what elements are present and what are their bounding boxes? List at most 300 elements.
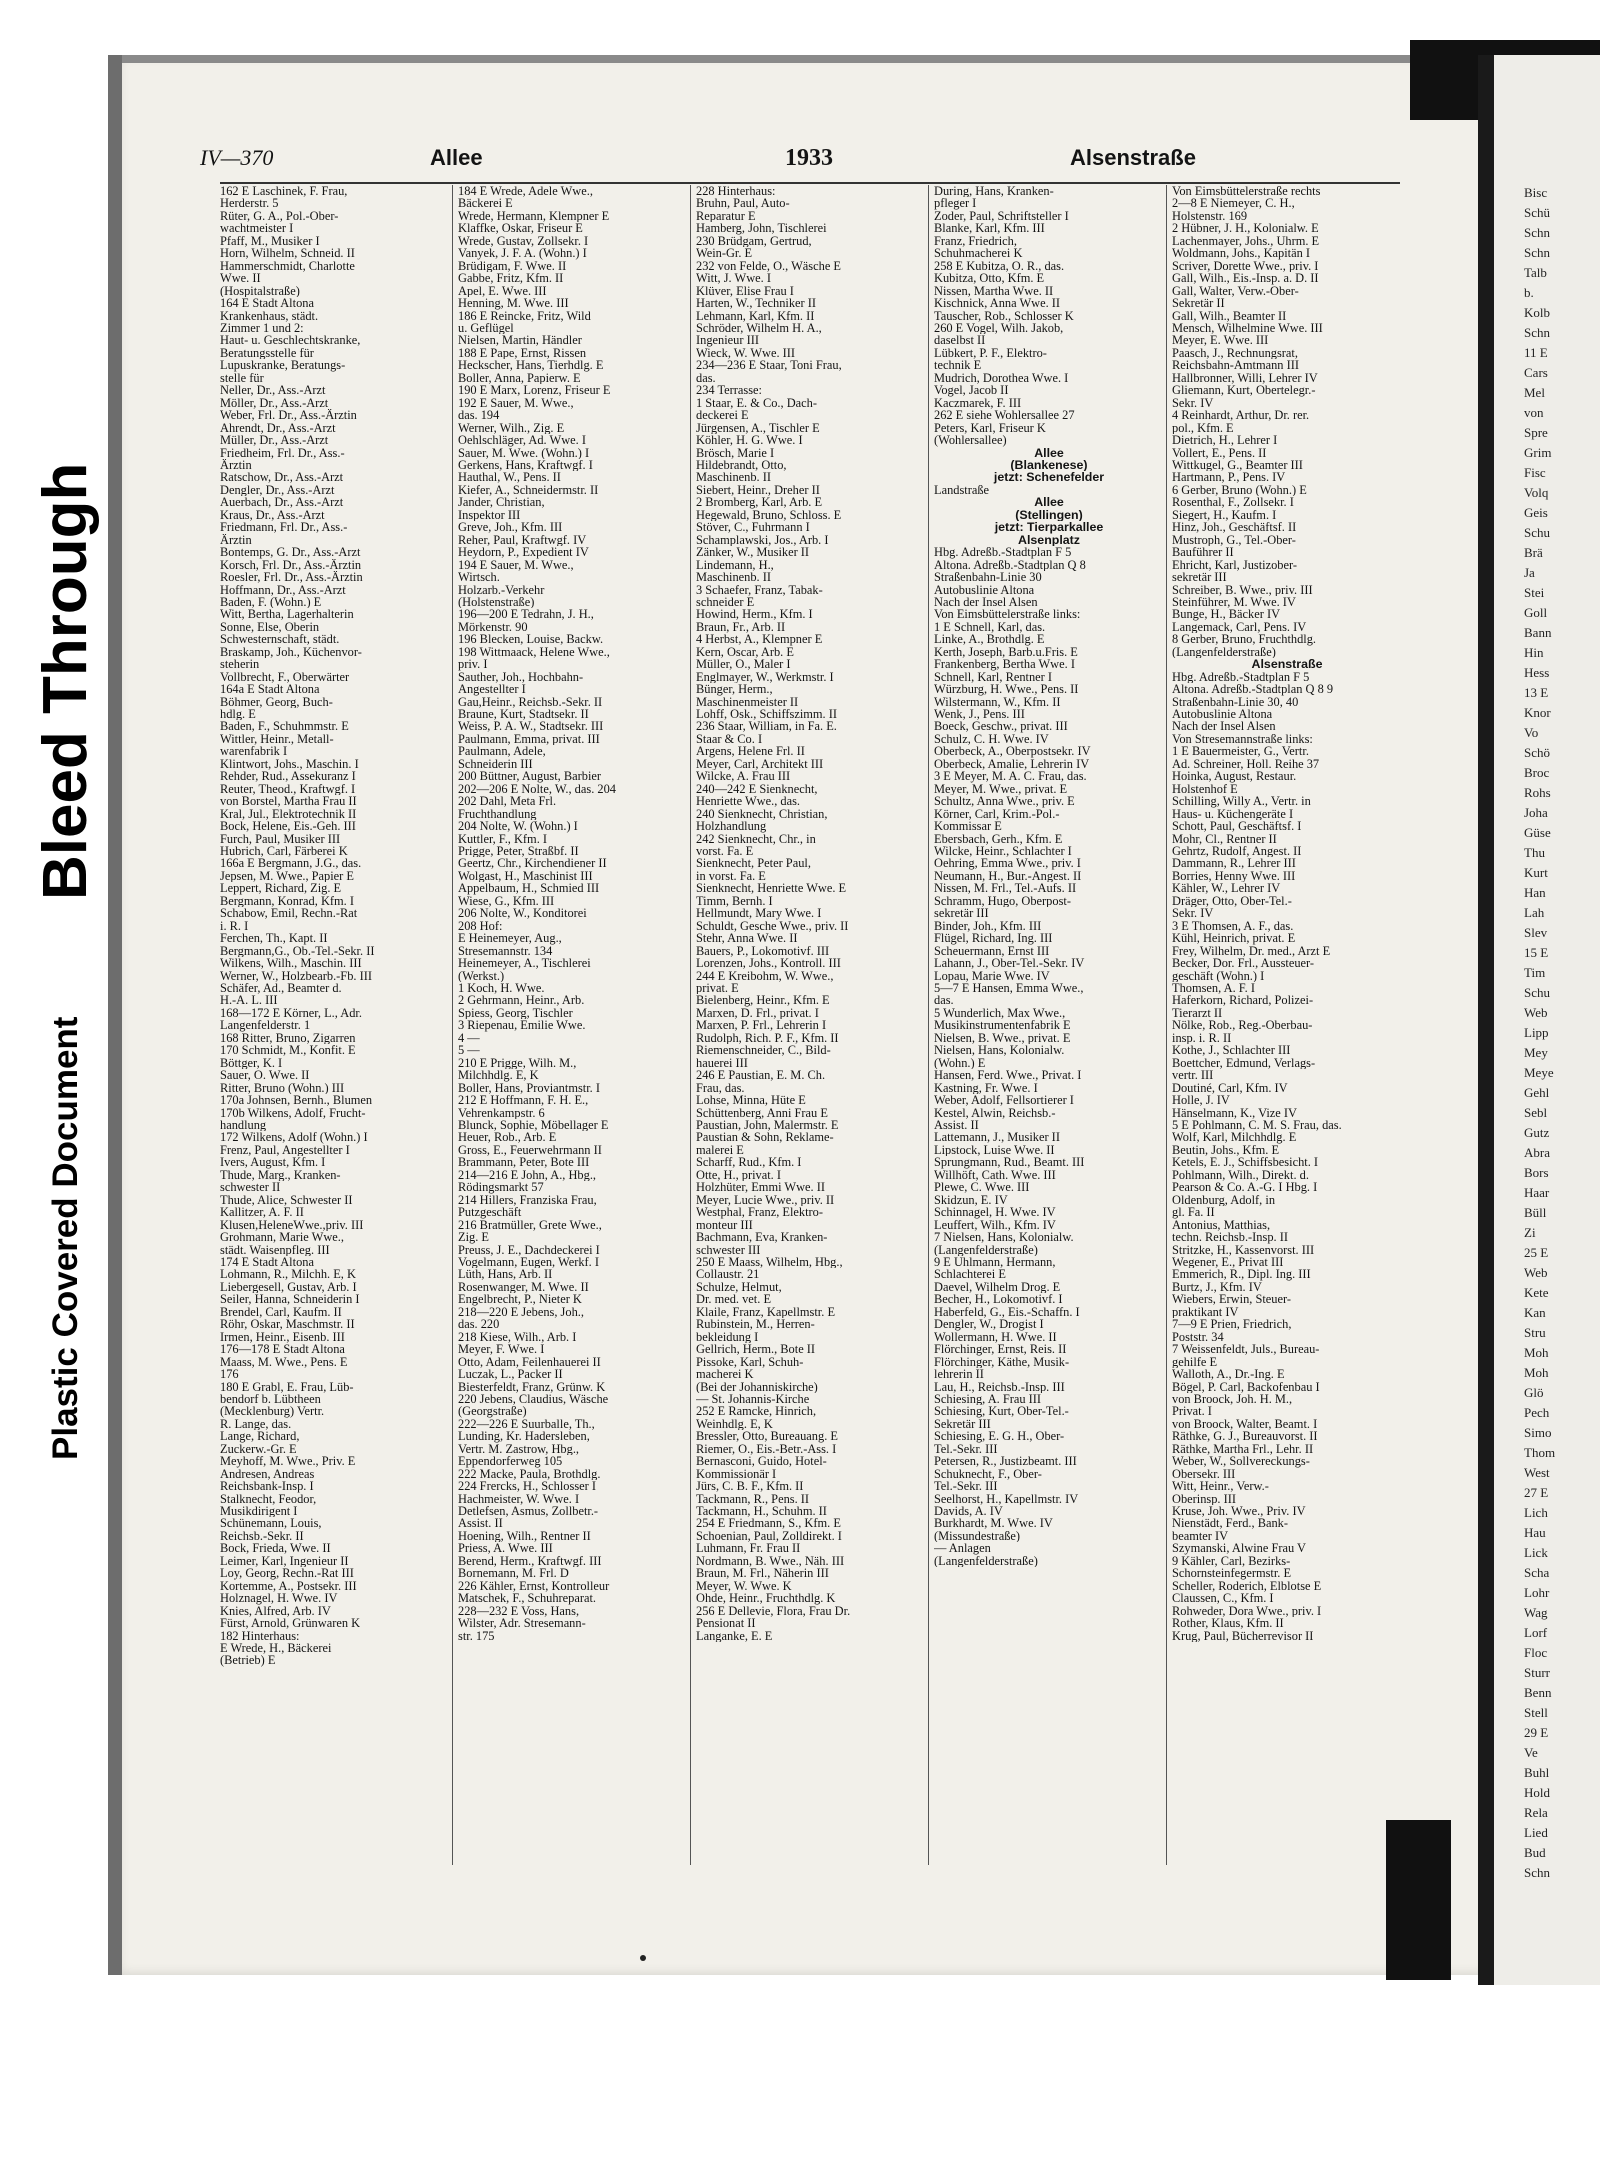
directory-entry: Möller, Dr., Ass.-Arzt — [220, 396, 329, 410]
directory-entry: Stöver, C., Fuhrmann I — [696, 521, 810, 534]
directory-entry: 5 Wunderlich, Max Wwe., — [934, 1006, 1066, 1020]
directory-entry: Beutin, Johs., Kfm. E — [1172, 1143, 1280, 1157]
directory-entry: bekleidung I — [696, 1330, 759, 1344]
directory-entry: 228 Hinterhaus: — [696, 185, 776, 198]
facing-page-fragment: Grim — [1524, 445, 1552, 460]
facing-page-fragment: Kan — [1524, 1305, 1546, 1320]
directory-entry: das. 194 — [458, 409, 500, 422]
directory-entry: Bögel, P. Carl, Backofenbau I — [1172, 1380, 1320, 1393]
directory-entry: Braun, Fr., Arb. II — [696, 620, 786, 634]
facing-page-fragment: Moh — [1524, 1345, 1549, 1360]
directory-entry: 202—206 E Nolte, W., das. 204 — [458, 782, 616, 796]
directory-entry: Luczak, L., Packer II — [458, 1368, 563, 1381]
directory-entry: Rudolph, Rich. P. F., Kfm. II — [696, 1031, 839, 1045]
directory-entry: Autobuslinie Altona — [1172, 708, 1273, 721]
directory-entry: Zänker, W., Musiker II — [696, 546, 810, 559]
directory-entry: 192 E Sauer, M. Wwe., — [458, 396, 574, 410]
directory-entry: schwester III — [696, 1243, 761, 1256]
directory-column-4 — [934, 185, 1164, 1567]
directory-entry: Jürgensen, A., Tischler E — [696, 421, 820, 435]
directory-entry: pol., Kfm. E — [1172, 421, 1234, 435]
directory-entry: Scharff, Rud., Kfm. I — [696, 1156, 802, 1169]
directory-entry: Mustroph, G., Tel.-Ober- — [1172, 533, 1296, 547]
directory-entry: Hbg. Adreßb.-Stadtplan F 5 — [1172, 670, 1310, 684]
directory-entry: Hachmeister, W. Wwe. I — [458, 1492, 580, 1506]
directory-entry: (Stellingen) — [1015, 508, 1083, 522]
directory-entry: 230 Brüdgam, Gertrud, — [696, 234, 812, 248]
directory-entry: Schultz, Anna Wwe., priv. E — [934, 795, 1075, 808]
facing-page-fragment: Abra — [1524, 1145, 1550, 1160]
directory-entry: Geertz, Chr., Kirchendiener II — [458, 857, 607, 870]
directory-entry: Henriette Wwe., das. — [696, 795, 801, 808]
facing-page-fragment: Kolb — [1524, 305, 1550, 320]
directory-entry: Staar & Co. I — [696, 732, 763, 746]
directory-entry: Sonne, Else, Oberin — [220, 620, 320, 634]
directory-entry: Jepsen, M. Wwe., Papier E — [220, 869, 354, 883]
directory-entry: Bernasconi, Guido, Hotel- — [696, 1455, 827, 1468]
facing-page-edge — [1494, 55, 1600, 1985]
directory-entry: 5—7 E Hansen, Emma Wwe., — [934, 982, 1084, 995]
directory-entry: 222 Macke, Paula, Brothdlg. — [458, 1467, 601, 1481]
header-year: 1933 — [785, 145, 833, 171]
directory-entry: von Broock, Walter, Beamt. I — [1172, 1417, 1318, 1431]
directory-entry: Hildebrandt, Otto, — [696, 458, 787, 472]
directory-entry: Timm, Bernh. I — [696, 894, 773, 908]
directory-entry: 236 Staar, William, in Fa. E. — [696, 720, 837, 733]
directory-entry: Wein-Gr. E — [696, 247, 753, 260]
directory-entry: Sauer, M. Wwe. (Wohn.) I — [458, 446, 590, 459]
directory-entry: (Langenfelderstraße) — [934, 1554, 1038, 1568]
directory-entry: Ärztin — [220, 458, 252, 472]
directory-entry: Thude, Alice, Schwester II — [220, 1193, 353, 1207]
facing-page-fragment: Stei — [1524, 585, 1545, 600]
facing-page-fragment: Lick — [1524, 1545, 1548, 1560]
directory-entry: Walloth, A., Dr.-Ing. E — [1172, 1368, 1285, 1381]
facing-page-fragment: Broc — [1524, 765, 1550, 780]
directory-entry: Lattemann, J., Musiker II — [934, 1131, 1060, 1144]
directory-entry: 2 Gehrmann, Heinr., Arb. — [458, 994, 585, 1007]
directory-entry: (Langenfelderstraße) — [1172, 645, 1276, 659]
directory-entry: priv. I — [458, 658, 488, 671]
directory-entry: Scheller, Roderich, Elblotse E — [1172, 1579, 1322, 1593]
directory-entry: Lübkert, P. F., Elektro- — [934, 346, 1047, 360]
directory-entry: 240 Sienknecht, Christian, — [696, 807, 828, 821]
directory-entry: 216 Bratmüller, Grete Wwe., — [458, 1218, 602, 1232]
directory-entry: Lehmann, Karl, Kfm. II — [696, 309, 815, 322]
directory-entry: Wilkens, Wilh., Maschin. III — [220, 957, 362, 970]
directory-entry: Lohff, Osk., Schiffszimm. II — [696, 708, 837, 721]
facing-page-fragment: Bann — [1524, 625, 1552, 640]
directory-entry: Köhler, H. G. Wwe. I — [696, 434, 803, 447]
directory-entry: Siebert, Heinr., Dreher II — [696, 483, 820, 497]
directory-entry: Ingenieur III — [696, 334, 759, 347]
directory-entry: hauerei III — [696, 1056, 748, 1070]
directory-entry: 184 E Wrede, Adele Wwe., — [458, 185, 593, 198]
facing-page-fragment: Lied — [1524, 1825, 1548, 1840]
directory-entry: 214 Hillers, Franziska Frau, — [458, 1193, 597, 1207]
directory-entry: Oberbeck, A., Oberpostsekr. IV — [934, 745, 1091, 758]
directory-entry: Plewe, C. Wwe. III — [934, 1181, 1030, 1194]
directory-entry: Kortemme, A., Postsekr. III — [220, 1579, 357, 1593]
directory-entry: 4 Herbst, A., Klempner E — [696, 633, 823, 646]
directory-entry: daselbst II — [934, 334, 986, 347]
directory-entry: praktikant IV — [1172, 1305, 1239, 1319]
directory-entry: Marxen, D. Frl., privat. I — [696, 1006, 819, 1020]
facing-page-fragment: Glö — [1524, 1385, 1544, 1400]
directory-entry: Sauther, Joh., Hochbahn- — [458, 670, 584, 684]
directory-entry: insp. i. R. II — [1172, 1031, 1232, 1045]
column-divider — [928, 185, 929, 1865]
directory-entry: Tierarzt II — [1172, 1006, 1223, 1020]
directory-entry: — St. Johannis-Kirche — [696, 1392, 810, 1406]
directory-entry: Gabbe, Fritz, Kfm. II — [458, 272, 564, 285]
facing-page-fragment: b. — [1524, 285, 1534, 300]
directory-entry: 170a Johnsen, Bernh., Blumen — [220, 1094, 373, 1107]
directory-entry: Nissen, M. Frl., Tel.-Aufs. II — [934, 882, 1077, 895]
directory-entry: Schiesing, A. Frau III — [934, 1392, 1042, 1406]
directory-entry: Loy, Georg, Rechn.-Rat III — [220, 1567, 354, 1580]
directory-entry: 7—9 E Prien, Friedrich, — [1172, 1318, 1292, 1331]
directory-entry: 234 Terrasse: — [696, 384, 762, 397]
facing-page-fragment: Talb — [1524, 265, 1547, 280]
directory-entry: 162 E Laschinek, F. Frau, — [220, 185, 348, 198]
directory-entry: Paustian & Sohn, Reklame- — [696, 1131, 834, 1144]
directory-entry: Schuldt, Gesche Wwe., priv. II — [696, 919, 849, 933]
directory-entry: Wegener, E., Privat III — [1172, 1255, 1284, 1269]
directory-entry: Peters, Karl, Friseur K — [934, 421, 1046, 435]
directory-entry: Rosenwanger, M. Wwe. II — [458, 1280, 589, 1294]
facing-page-fragment: Thu — [1524, 845, 1545, 860]
facing-page-fragment: Büll — [1524, 1205, 1547, 1220]
facing-page-fragment: Han — [1524, 885, 1546, 900]
directory-entry: Schornsteinfegermstr. E — [1172, 1567, 1292, 1580]
directory-entry: Jürs, C. B. F., Kfm. II — [696, 1480, 804, 1493]
directory-entry: 3 Schaefer, Franz, Tabak- — [696, 583, 823, 596]
directory-entry: Fruchthandlung — [458, 807, 537, 821]
directory-entry: 2 Hübner, J. H., Kolonialw. E — [1172, 222, 1319, 235]
directory-entry: Maschinenmeister II — [696, 695, 799, 709]
directory-entry: Schilling, Willy A., Vertr. in — [1172, 795, 1311, 808]
directory-entry: Steinführer, M. Wwe. IV — [1172, 595, 1296, 609]
directory-entry: 166a E Bergmann, J.G., das. — [220, 857, 362, 870]
directory-entry: Wrede, Hermann, Klempner E — [458, 209, 610, 223]
facing-page-fragment: Volq — [1524, 485, 1549, 500]
directory-entry: Vanyek, J. F. A. (Wohn.) I — [458, 247, 587, 260]
directory-entry: Stresemannstr. 134 — [458, 944, 553, 958]
directory-entry: Milchhdlg. E, K — [458, 1069, 539, 1082]
directory-entry: Harten, W., Techniker II — [696, 297, 817, 310]
directory-entry: Röhr, Oskar, Maschmstr. II — [220, 1318, 355, 1331]
directory-entry: Schäfer, Ad., Beamter d. — [220, 982, 342, 995]
directory-entry: (Wohlersallee) — [934, 434, 1007, 447]
directory-entry: Lohse, Minna, Hüte E — [696, 1094, 806, 1107]
facing-page-fragment: Schu — [1524, 985, 1550, 1000]
facing-page-fragment: Schö — [1524, 745, 1550, 760]
directory-entry: 9 Kähler, Carl, Bezirks- — [1172, 1554, 1291, 1568]
facing-page-fragment: Lohr — [1524, 1585, 1550, 1600]
directory-entry: sekretär III — [934, 907, 989, 920]
directory-entry: Englmayer, W., Werkmstr. I — [696, 670, 834, 684]
directory-entry: Otto, Adam, Feilenhauerei II — [458, 1355, 601, 1369]
directory-entry: Klaile, Franz, Kapellmstr. E — [696, 1305, 836, 1319]
directory-entry: Gall, Walter, Verw.-Ober- — [1172, 284, 1299, 298]
directory-entry: Nach der Insel Alsen — [1172, 720, 1276, 733]
directory-entry: Horn, Wilhelm, Schneid. II — [220, 247, 355, 260]
directory-entry: Angestellter I — [458, 683, 526, 696]
directory-entry: Weinhdlg. E, K — [696, 1417, 773, 1431]
directory-entry: technik E — [934, 359, 982, 372]
directory-entry: Fürst, Arnold, Grünwaren K — [220, 1617, 361, 1630]
directory-entry: Maschinenb. II — [696, 571, 772, 584]
facing-page-fragment: Schn — [1524, 225, 1550, 240]
directory-entry: Reuter, Theod., Kraftwgf. I — [220, 782, 356, 796]
directory-entry: — Anlagen — [934, 1542, 991, 1555]
directory-entry: Wollermann, H. Wwe. II — [934, 1330, 1057, 1344]
facing-page-fragment: Moh — [1524, 1365, 1549, 1380]
directory-entry: Körner, Carl, Krim.-Pol.- — [934, 807, 1060, 821]
directory-entry: Neumann, H., Bur.-Angest. II — [934, 869, 1082, 883]
directory-entry: Korsch, Frl. Dr., Ass.-Ärztin — [220, 558, 362, 572]
directory-entry: 246 E Paustian, E. M. Ch. — [696, 1069, 826, 1082]
facing-page-fragment: Schn — [1524, 245, 1550, 260]
facing-page-fragment: West — [1524, 1465, 1550, 1480]
black-scan-area-bottom — [1386, 1820, 1451, 1980]
directory-entry: 200 Büttner, August, Barbier — [458, 770, 602, 783]
facing-page-fragment: Haar — [1524, 1185, 1550, 1200]
directory-entry: Leppert, Richard, Zig. E — [220, 882, 342, 895]
directory-entry: Meyer, W. Wwe. K — [696, 1579, 792, 1593]
facing-page-fragment: Schu — [1524, 525, 1550, 540]
directory-entry: 2—8 E Niemeyer, C. H., — [1172, 197, 1295, 210]
directory-entry: 190 E Marx, Lorenz, Friseur E — [458, 384, 611, 397]
directory-entry: Witt, Heinr., Verw.- — [1172, 1480, 1269, 1493]
directory-entry: Thomsen, A. F. I — [1172, 982, 1255, 995]
directory-entry: Appelbaum, H., Schmied III — [458, 882, 600, 895]
directory-entry: Luhmann, Fr. Frau II — [696, 1542, 801, 1555]
directory-entry: Matschek, F., Schuhreparat. — [458, 1592, 597, 1605]
directory-entry: Dengler, Dr., Ass.-Arzt — [220, 483, 335, 497]
directory-entry: Stehr, Anna Wwe. II — [696, 932, 798, 945]
facing-page-fragment: Thom — [1524, 1445, 1556, 1460]
directory-entry: Heckscher, Hans, Tierhdlg. E — [458, 359, 604, 372]
directory-entry: Engelbrecht, P., Nieter K — [458, 1293, 582, 1306]
directory-entry: Kastning, Fr. Wwe. I — [934, 1081, 1038, 1095]
directory-entry: Vogel, Jacob II — [934, 384, 1009, 397]
directory-entry: Bauführer II — [1172, 546, 1234, 559]
directory-entry: Reichsbahn-Amtmann III — [1172, 359, 1299, 372]
directory-entry: i. R. I — [220, 919, 249, 933]
directory-entry: Lorenzen, Johs., Kontroll. III — [696, 957, 841, 970]
directory-entry: Sprungmann, Rud., Beamt. III — [934, 1156, 1085, 1169]
directory-entry: Dr. med. vet. E — [696, 1293, 772, 1306]
directory-entry: Argens, Helene Frl. II — [696, 745, 805, 758]
directory-entry: Kestel, Alwin, Reichsb.- — [934, 1106, 1056, 1119]
directory-entry: Hartmann, P., Pens. IV — [1172, 471, 1286, 484]
directory-entry: R. Lange, das. — [220, 1417, 292, 1431]
directory-entry: 208 Hof: — [458, 919, 503, 933]
facing-page-fragment: Wag — [1524, 1605, 1548, 1620]
directory-entry: Kischnick, Anna Wwe. II — [934, 297, 1061, 310]
directory-entry: Hamberg, John, Tischlerei — [696, 222, 827, 235]
directory-entry: Linke, A., Brothdlg. E — [934, 633, 1045, 646]
directory-entry: das. — [934, 994, 954, 1007]
directory-entry: Maass, M. Wwe., Pens. E — [220, 1355, 348, 1369]
directory-entry: 182 Hinterhaus: — [220, 1629, 300, 1643]
facing-page-fragment: Schü — [1524, 205, 1550, 220]
directory-entry: Rosenthal, F., Zollsekr. I — [1172, 496, 1294, 509]
directory-entry: Frankenberg, Bertha Wwe. I — [934, 658, 1075, 671]
facing-page-fragment: Slev — [1524, 925, 1548, 940]
directory-entry: Wrede, Gustav, Zollsekr. I — [458, 234, 589, 248]
directory-entry: Musikinstrumentenfabrik E — [934, 1019, 1071, 1032]
directory-entry: 210 E Prigge, Wilh. M., — [458, 1056, 577, 1070]
directory-entry: Müller, Dr., Ass.-Arzt — [220, 434, 329, 447]
directory-entry: Howind, Herm., Kfm. I — [696, 608, 813, 621]
directory-entry: Hellmundt, Mary Wwe. I — [696, 907, 822, 920]
directory-entry: Wwe. II — [220, 272, 261, 285]
directory-entry: Mörkenstr. 90 — [458, 620, 528, 634]
facing-page-fragment: Schn — [1524, 1865, 1550, 1880]
facing-page-fragment: Gutz — [1524, 1125, 1550, 1140]
directory-entry: Baden, F., Schuhmmstr. E — [220, 720, 349, 733]
facing-page-fragment: Rela — [1524, 1805, 1548, 1820]
directory-entry: jetzt: Tierparkallee — [994, 521, 1104, 534]
directory-entry: Zig. E — [458, 1231, 489, 1244]
directory-entry: Schnell, Karl, Rentner I — [934, 670, 1053, 684]
directory-entry: Vertr. M. Zastrow, Hbg., — [458, 1442, 580, 1456]
directory-entry: 250 E Maass, Wilhelm, Hbg., — [696, 1255, 843, 1269]
directory-entry: During, Hans, Kranken- — [934, 185, 1054, 198]
directory-entry: Bauers, P., Lokomotivf. III — [696, 944, 830, 958]
directory-entry: Burkhardt, M. Wwe. IV — [934, 1517, 1053, 1530]
facing-page-fragment: 27 E — [1524, 1485, 1549, 1500]
directory-entry: Kommissar E — [934, 820, 1002, 833]
directory-entry: jetzt: Schenefelder — [993, 471, 1105, 484]
directory-entry: Gau,Heinr., Reichsb.-Sekr. II — [458, 695, 603, 709]
directory-entry: Bäckerei E — [458, 197, 513, 210]
directory-entry: Leuffert, Wilh., Kfm. IV — [934, 1218, 1056, 1232]
directory-entry: Obersekr. III — [1172, 1467, 1236, 1481]
directory-entry: Nordmann, B. Wwe., Näh. III — [696, 1554, 845, 1568]
directory-entry: Bergmann, Konrad, Kfm. I — [220, 894, 354, 908]
facing-page-fragment: Floc — [1524, 1645, 1548, 1660]
directory-entry: Brammann, Peter, Bote III — [458, 1156, 590, 1169]
directory-entry: Paulmann, Emma, privat. III — [458, 732, 600, 746]
directory-entry: Reichsb.-Sekr. II — [220, 1529, 304, 1543]
page-speck — [640, 1955, 646, 1961]
directory-entry: Ad. Schreiner, Holl. Reihe 37 — [1172, 757, 1320, 771]
directory-entry: Maschinenb. II — [696, 471, 772, 484]
directory-entry: Braun, M. Frl., Näherin III — [696, 1567, 829, 1580]
directory-entry: Bornemann, M. Frl. D — [458, 1567, 569, 1580]
facing-page-fragment: Hess — [1524, 665, 1550, 680]
directory-entry: Becker, Dor. Frl., Aussteuer- — [1172, 957, 1315, 970]
directory-entry: 196 Blecken, Louise, Backw. — [458, 633, 604, 646]
directory-entry: Bielenberg, Heinr., Kfm. E — [696, 994, 830, 1007]
header-rule — [220, 182, 1400, 184]
directory-entry: Oldenburg, Adolf, in — [1172, 1193, 1276, 1207]
directory-entry: Schoenian, Paul, Zolldirekt. I — [696, 1529, 842, 1543]
binding-edge-left — [108, 55, 122, 1975]
facing-page-fragment: Vo — [1524, 725, 1539, 740]
directory-entry: Westphal, Franz, Elektro- — [696, 1206, 823, 1219]
directory-entry: monteur III — [696, 1218, 753, 1232]
directory-entry: Tel.-Sekr. III — [934, 1442, 998, 1456]
directory-column-3 — [696, 185, 926, 1642]
directory-entry: Petersen, R., Justizbeamt. III — [934, 1455, 1077, 1468]
directory-entry: Hallbronner, Willi, Lehrer IV — [1172, 371, 1318, 385]
directory-column-2 — [458, 185, 688, 1642]
directory-entry: 180 E Grabl, E. Frau, Lüb- — [220, 1380, 354, 1393]
directory-entry: H.-A. L. III — [220, 994, 278, 1007]
directory-entry: Claussen, C., Kfm. I — [1172, 1592, 1274, 1605]
facing-page-fragment: Gehl — [1524, 1085, 1550, 1100]
facing-page-fragment: Geis — [1524, 505, 1548, 520]
directory-entry: Schlachterei E — [934, 1268, 1006, 1281]
directory-entry: Nölke, Rob., Reg.-Oberbau- — [1172, 1019, 1313, 1032]
directory-entry: Schiesing, E. G. H., Ober- — [934, 1430, 1065, 1443]
directory-entry: Franz, Friedrich, — [934, 234, 1017, 248]
directory-entry: 194 E Sauer, M. Wwe., — [458, 558, 574, 572]
facing-page-fragment: Schn — [1524, 325, 1550, 340]
directory-entry: Ritter, Bruno (Wohn.) III — [220, 1081, 345, 1095]
directory-entry: 3 Riepenau, Emilie Wwe. — [458, 1019, 586, 1032]
directory-entry: Wittkugel, G., Beamter III — [1172, 458, 1303, 472]
directory-entry: Meyhoff, M. Wwe., Priv. E — [220, 1455, 356, 1468]
directory-entry: Riemenschneider, C., Bild- — [696, 1044, 831, 1057]
directory-entry: Von Eimsbüttelerstraße rechts — [1172, 185, 1321, 198]
directory-entry: Kuttler, F., Kfm. I — [458, 832, 548, 846]
directory-entry: das. 220 — [458, 1318, 500, 1331]
facing-page-fragment: Bisc — [1524, 185, 1548, 200]
directory-entry: Kommissionär I — [696, 1467, 777, 1481]
directory-entry: Rother, Klaus, Kfm. II — [1172, 1617, 1284, 1630]
directory-entry: 202 Dahl, Meta Frl. — [458, 795, 557, 808]
directory-entry: Lüth, Hans, Arb. II — [458, 1268, 553, 1281]
page-number: IV—370 — [200, 145, 274, 170]
directory-entry: 258 E Kubitza, O. R., das. — [934, 259, 1065, 273]
directory-entry: 168 Ritter, Bruno, Zigarren — [220, 1031, 356, 1045]
directory-entry: Boeck, Geschw., privat. III — [934, 720, 1068, 733]
directory-entry: von Broock, Joh. H. M., — [1172, 1392, 1293, 1406]
directory-entry: Rohweder, Dora Wwe., priv. I — [1172, 1604, 1322, 1618]
directory-entry: Weiss, P. A. W., Stadtsekr. III — [458, 720, 604, 733]
directory-entry: Wilcke, A. Frau III — [696, 770, 791, 783]
directory-entry: Meyer, Carl, Architekt III — [696, 757, 824, 771]
directory-entry: Meyer, M. Wwe., privat. E — [934, 782, 1068, 796]
directory-entry: Zoder, Paul, Schriftsteller I — [934, 209, 1069, 223]
directory-entry: Kühl, Heinrich, privat. E — [1172, 932, 1296, 945]
directory-entry: Würzburg, H. Wwe., Pens. II — [934, 683, 1079, 696]
directory-entry: 186 E Reincke, Fritz, Wild — [458, 309, 591, 322]
directory-entry: Krankenhaus, städt. — [220, 309, 319, 322]
directory-entry: Pohlmann, Wilh., Direkt. d. — [1172, 1168, 1309, 1182]
directory-entry: Kraus, Dr., Ass.-Arzt — [220, 508, 325, 522]
facing-page-fragment: Web — [1524, 1005, 1548, 1020]
directory-entry: Meyer, Lucie Wwe., priv. II — [696, 1193, 835, 1207]
directory-entry: Ratschow, Dr., Ass.-Arzt — [220, 471, 344, 484]
directory-entry: Friedheim, Frl. Dr., Ass.- — [220, 446, 345, 459]
directory-entry: Heinemeyer, A., Tischlerei — [458, 957, 591, 970]
directory-entry: 256 E Dellevie, Flora, Frau Dr. — [696, 1604, 851, 1618]
directory-entry: 176—178 E Stadt Altona — [220, 1343, 345, 1356]
directory-entry: Ebersbach, Gerh., Kfm. E — [934, 832, 1063, 846]
directory-entry: Vollert, E., Pens. II — [1172, 446, 1267, 459]
directory-entry: Tauscher, Rob., Schlosser K — [934, 309, 1074, 322]
facing-page-fragment: Pech — [1524, 1405, 1550, 1420]
facing-page-fragment: Spre — [1524, 425, 1548, 440]
directory-entry: Auerbach, Dr., Ass.-Arzt — [220, 496, 344, 509]
